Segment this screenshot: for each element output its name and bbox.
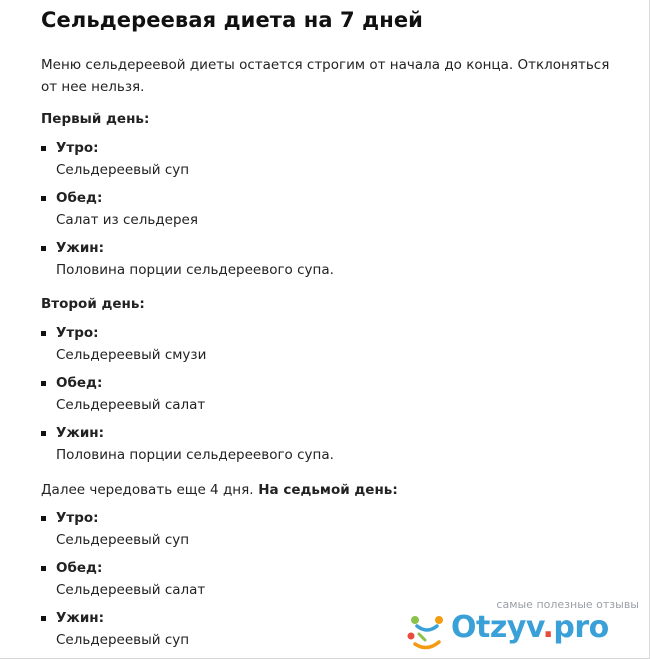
day-heading-label: На седьмой день: xyxy=(258,482,398,498)
day-heading-7 xyxy=(41,482,398,498)
meal-item xyxy=(56,239,334,279)
bullet-icon xyxy=(41,431,46,436)
meal-item xyxy=(56,559,205,599)
meal-label: Утро: xyxy=(56,510,99,526)
bullet-icon xyxy=(41,331,46,336)
meal-item xyxy=(56,374,205,414)
meal-label: Утро: xyxy=(56,140,99,156)
bullet-icon xyxy=(41,516,46,521)
people-circle-logo-icon xyxy=(405,612,449,652)
meal-dish: Сельдереевый смузи xyxy=(56,347,207,363)
meal-dish: Сельдереевый суп xyxy=(56,532,190,548)
meal-item xyxy=(56,189,198,229)
meal-dish: Салат из сельдерея xyxy=(56,212,198,228)
bullet-icon xyxy=(41,616,46,621)
meal-label: Ужин: xyxy=(56,610,105,626)
intro-paragraph: Меню сельдереевой диеты остается строгим от начала до конца. Отклоняться от нее нельзя. xyxy=(41,57,610,95)
meal-label: Ужин: xyxy=(56,425,105,441)
bullet-icon xyxy=(41,566,46,571)
brand-tld: pro xyxy=(553,610,609,645)
bullet-icon xyxy=(41,146,46,151)
meal-item xyxy=(56,609,189,649)
meal-dish: Сельдереевый салат xyxy=(56,397,206,413)
brand-dot: . xyxy=(542,610,554,645)
bullet-icon xyxy=(41,381,46,386)
brand-main: Otzyv xyxy=(451,610,543,645)
meal-label: Утро: xyxy=(56,325,99,341)
meal-item xyxy=(56,139,189,179)
otzyv-watermark xyxy=(405,598,641,652)
watermark-tagline: самые полезные отзывы xyxy=(496,598,639,611)
meal-dish: Сельдереевый суп xyxy=(56,162,190,178)
day-heading-2: Второй день: xyxy=(41,296,145,312)
day-heading-prefix: Далее чередовать еще 4 дня. xyxy=(41,482,254,498)
meal-label: Ужин: xyxy=(56,240,105,256)
meal-item xyxy=(56,324,206,364)
meal-item xyxy=(56,424,334,464)
meal-label: Обед: xyxy=(56,375,103,391)
meal-dish: Половина порции сельдереевого супа. xyxy=(56,262,334,278)
meal-dish: Сельдереевый суп xyxy=(56,632,190,648)
page-title: Сельдереевая диета на 7 дней xyxy=(41,8,423,32)
meal-dish: Половина порции сельдереевого супа. xyxy=(56,447,334,463)
meal-dish: Сельдереевый салат xyxy=(56,582,206,598)
bullet-icon xyxy=(41,196,46,201)
meal-label: Обед: xyxy=(56,560,103,576)
meal-item xyxy=(56,509,189,549)
meal-label: Обед: xyxy=(56,190,103,206)
day-heading-1: Первый день: xyxy=(41,111,150,127)
watermark-brand xyxy=(451,610,609,645)
bullet-icon xyxy=(41,246,46,251)
